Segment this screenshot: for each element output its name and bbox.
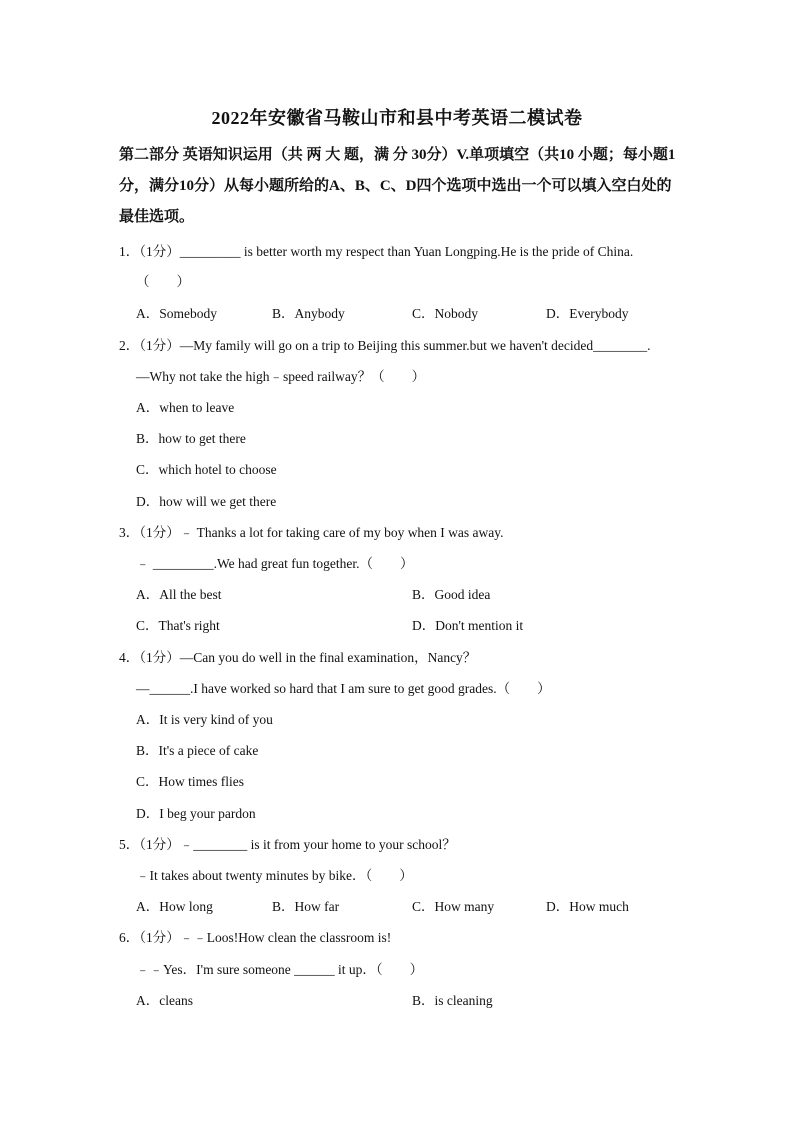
question-5-option-c: C．How many	[412, 899, 495, 914]
question-4-option-d: D．I beg your pardon	[136, 806, 256, 821]
question-1-option-a: A．Somebody	[136, 306, 217, 321]
question-3-option-a: A．All the best	[136, 587, 222, 602]
question-2-response: —Why not take the high﹣speed railway？（ ）	[136, 369, 426, 384]
question-2-stem: 2．（1分）—My family will go on a trip to Beijing this summer.but we haven't decided________.	[119, 338, 651, 353]
question-4-response: —______.I have worked so hard that I am sure to get good grades.（ ）	[136, 681, 551, 696]
question-1-bracket: （ ）	[136, 274, 190, 289]
question-1-option-b: B．Anybody	[272, 306, 345, 321]
question-2-option-c: C．which hotel to choose	[136, 462, 277, 477]
question-2-option-b: B．how to get there	[136, 431, 246, 446]
question-5-option-a: A．How long	[136, 899, 213, 914]
question-2-option-d: D．how will we get there	[136, 494, 277, 509]
question-5-option-b: B．How far	[272, 899, 340, 914]
question-4-stem: 4．（1分）—Can you do well in the final examination，Nancy？	[119, 650, 477, 665]
question-5-option-d: D．How much	[546, 899, 629, 914]
question-4-option-c: C．How times flies	[136, 774, 244, 789]
question-1-stem: 1．（1分）_________ is better worth my respect than Yuan Longping.He is the pride of China.	[119, 244, 634, 259]
question-5-stem: 5．（1分）﹣________ is it from your home to your school？	[119, 837, 456, 852]
question-3-option-d: D．Don't mention it	[412, 618, 524, 633]
question-6-response: ﹣﹣Yes．I'm sure someone ______ it up．（ ）	[136, 962, 424, 977]
question-3-stem: 3．（1分）﹣ Thanks a lot for taking care of my boy when I was away.	[119, 525, 504, 540]
question-6-stem: 6．（1分）﹣﹣Loos!How clean the classroom is!	[119, 930, 392, 945]
question-1-option-d: D．Everybody	[546, 306, 629, 321]
question-6-option-a: A．cleans	[136, 993, 193, 1008]
question-1-option-c: C．Nobody	[412, 306, 479, 321]
section-instructions: 第二部分 英语知识运用（共 两 大 题，满 分 30分）V.单项填空（共10 小题；每小题1分，满分10分）从每小题所给的A、B、C、D四个选项中选出一个可以填入空白处的最佳选项。	[119, 147, 676, 225]
question-4-option-a: A．It is very kind of you	[136, 712, 273, 727]
question-6-option-b: B．is cleaning	[412, 993, 493, 1008]
question-3-response: ﹣ _________.We had great fun together.（ ）	[136, 556, 414, 571]
question-5-response: ﹣It takes about twenty minutes by bike．（ ）	[136, 868, 413, 883]
exam-title: 2022年安徽省马鞍山市和县中考英语二模试卷	[211, 108, 583, 128]
question-4-option-b: B．It's a piece of cake	[136, 743, 259, 758]
question-3-option-b: B．Good idea	[412, 587, 491, 602]
question-3-option-c: C．That's right	[136, 618, 220, 633]
question-2-option-a: A．when to leave	[136, 400, 235, 415]
